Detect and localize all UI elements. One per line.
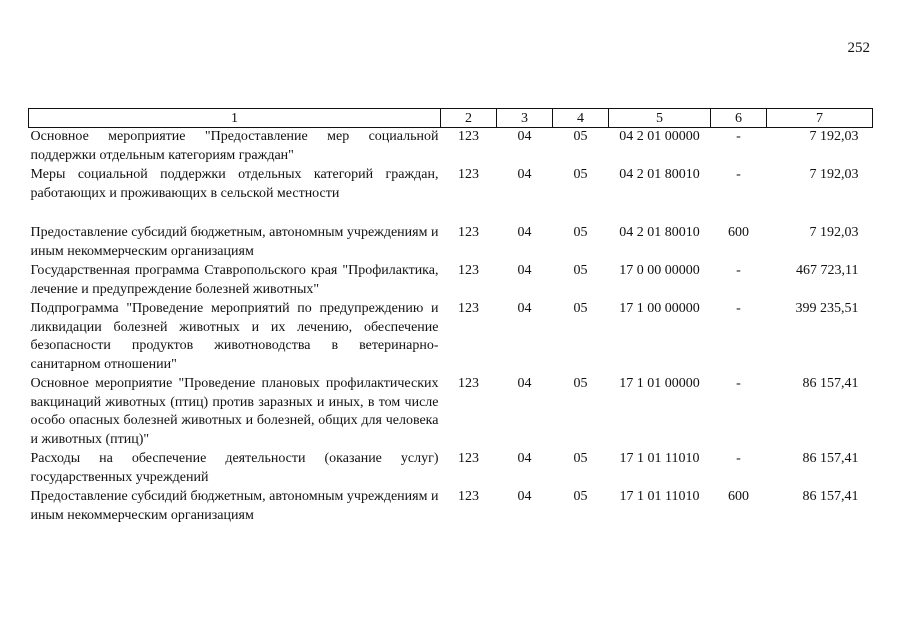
row-name: Меры социальной поддержки отдельных категорий граждан, работающих и проживающих в сельской местности — [30, 167, 439, 201]
row-subsection: 05 — [573, 263, 588, 278]
table-row — [29, 262, 873, 300]
page-number: 252 — [847, 40, 870, 56]
row-subsection: 05 — [573, 489, 588, 504]
row-name: Подпрограмма "Проведение мероприятий по предупреждению и ликвидации болезней животных и их лечению, обеспечение безопасности продуктов животноводства в ветеринарно-санитарном отношении" — [30, 301, 439, 372]
table-row — [29, 488, 873, 526]
table-row — [29, 375, 873, 450]
header-col-6: 6 — [711, 109, 767, 128]
row-subsection: 05 — [573, 301, 588, 316]
budget-table — [28, 108, 873, 526]
row-amount: 7 192,03 — [809, 225, 859, 240]
row-section: 04 — [517, 301, 532, 316]
row-target-article: 17 0 00 00000 — [619, 263, 700, 278]
row-ministry-code: 123 — [458, 301, 479, 316]
row-expense-type: - — [736, 376, 741, 391]
header-col-4: 4 — [553, 109, 609, 128]
row-name: Основное мероприятие "Предоставление мер социальной поддержки отдельным категориям граждан" — [30, 129, 439, 163]
header-row — [29, 109, 873, 128]
row-subsection: 05 — [573, 225, 588, 240]
row-section: 04 — [517, 263, 532, 278]
row-expense-type: 600 — [728, 225, 749, 240]
table-row — [29, 300, 873, 375]
header-col-3: 3 — [497, 109, 553, 128]
row-expense-type: - — [736, 167, 741, 182]
row-section: 04 — [517, 225, 532, 240]
row-section: 04 — [517, 489, 532, 504]
row-target-article: 04 2 01 80010 — [619, 167, 700, 182]
row-expense-type: 600 — [728, 489, 749, 504]
row-amount: 86 157,41 — [802, 489, 859, 504]
row-subsection: 05 — [573, 129, 588, 144]
row-section: 04 — [517, 451, 532, 466]
row-expense-type: - — [736, 129, 741, 144]
table-row — [29, 166, 873, 204]
row-name: Основное мероприятие "Проведение плановых профилактических вакцинаций животных (птиц) против заразных и иных, в том числе особо опасных болезней животных и болезней, общих для человека и животных (птиц)" — [30, 376, 439, 447]
row-ministry-code: 123 — [458, 489, 479, 504]
row-section: 04 — [517, 129, 532, 144]
row-amount: 7 192,03 — [809, 167, 859, 182]
table-row — [29, 128, 873, 167]
row-expense-type: - — [736, 451, 741, 466]
row-name: Предоставление субсидий бюджетным, автономным учреждениям и иным некоммерческим организациям — [30, 489, 439, 523]
header-col-5: 5 — [609, 109, 711, 128]
row-target-article: 17 1 01 11010 — [619, 451, 700, 466]
row-ministry-code: 123 — [458, 376, 479, 391]
row-ministry-code: 123 — [458, 263, 479, 278]
row-target-article: 17 1 01 11010 — [619, 489, 700, 504]
row-subsection: 05 — [573, 167, 588, 182]
row-amount: 467 723,11 — [796, 263, 859, 278]
row-subsection: 05 — [573, 376, 588, 391]
header-col-1: 1 — [29, 109, 441, 128]
row-name: Предоставление субсидий бюджетным, автономным учреждениям и иным некоммерческим организациям — [30, 225, 439, 259]
header-col-2: 2 — [441, 109, 497, 128]
row-amount: 7 192,03 — [809, 129, 859, 144]
row-section: 04 — [517, 376, 532, 391]
row-expense-type: - — [736, 301, 741, 316]
header-col-7: 7 — [767, 109, 873, 128]
row-ministry-code: 123 — [458, 129, 479, 144]
row-subsection: 05 — [573, 451, 588, 466]
table-row — [29, 204, 873, 262]
row-amount: 86 157,41 — [802, 451, 859, 466]
table-row — [29, 450, 873, 488]
row-name: Государственная программа Ставропольского края "Профилактика, лечение и предупреждение болезней животных" — [30, 263, 439, 297]
row-ministry-code: 123 — [458, 451, 479, 466]
row-section: 04 — [517, 167, 532, 182]
row-target-article: 04 2 01 00000 — [619, 129, 700, 144]
row-target-article: 04 2 01 80010 — [619, 225, 700, 240]
row-target-article: 17 1 01 00000 — [619, 376, 700, 391]
row-amount: 399 235,51 — [795, 301, 859, 316]
row-name: Расходы на обеспечение деятельности (оказание услуг) государственных учреждений — [30, 451, 439, 485]
row-ministry-code: 123 — [458, 225, 479, 240]
row-expense-type: - — [736, 263, 741, 278]
row-ministry-code: 123 — [458, 167, 479, 182]
row-amount: 86 157,41 — [802, 376, 859, 391]
row-target-article: 17 1 00 00000 — [619, 301, 700, 316]
